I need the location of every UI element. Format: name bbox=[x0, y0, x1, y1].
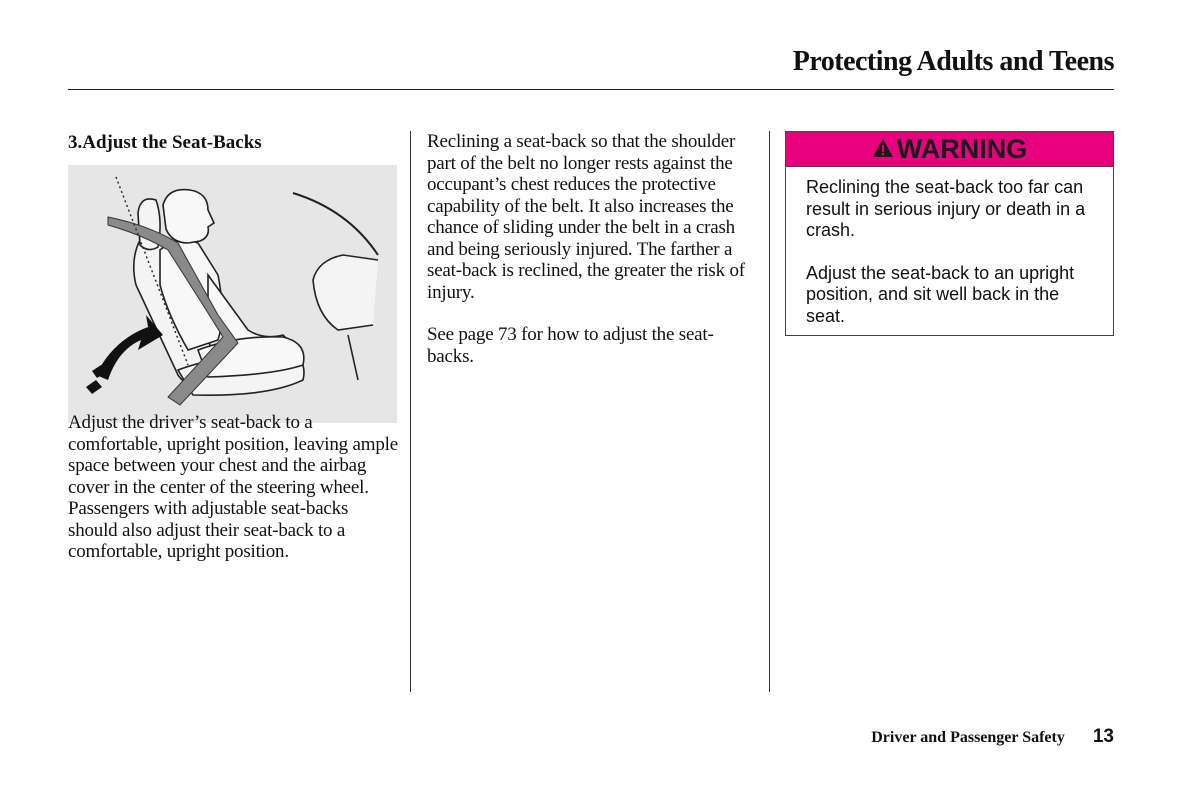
page-number: 13 bbox=[1092, 726, 1114, 747]
warning-triangle-icon bbox=[872, 134, 897, 165]
footer-section-title: Driver and Passenger Safety bbox=[871, 729, 1065, 746]
warning-paragraph: Reclining the seat-back too far can result in serious injury or death in a crash. bbox=[806, 177, 1086, 240]
header-divider bbox=[68, 89, 1114, 90]
warning-body bbox=[786, 167, 1113, 327]
column-divider-left bbox=[410, 131, 411, 692]
column-divider-right bbox=[769, 131, 770, 692]
middle-column bbox=[427, 131, 757, 367]
warning-header bbox=[786, 132, 1113, 167]
paragraph: See page 73 for how to adjust the seat-backs. bbox=[427, 324, 714, 367]
left-column bbox=[68, 131, 398, 154]
section-heading: 3.Adjust the Seat-Backs bbox=[68, 132, 262, 153]
left-column-body bbox=[68, 412, 398, 563]
warning-label: WARNING bbox=[896, 133, 1028, 164]
seat-adjustment-illustration bbox=[68, 165, 397, 423]
warning-paragraph: Adjust the seat-back to an upright position, and sit well back in the seat. bbox=[806, 262, 1075, 326]
paragraph: Reclining a seat-back so that the shoulder part of the belt no longer rests against the occupant’s chest reduces the protective capability of the belt. It also increases the chance of sliding under the belt in a crash and being seriously injured. The farther a seat-back is reclined, the greater the risk of injury. bbox=[427, 131, 745, 303]
warning-box bbox=[785, 131, 1114, 336]
page-footer bbox=[871, 726, 1114, 748]
page-title: Protecting Adults and Teens bbox=[792, 46, 1114, 77]
paragraph: Passengers with adjustable seat-backs should also adjust their seat-back to a comfortable, upright position. bbox=[68, 498, 349, 562]
paragraph: Adjust the driver’s seat-back to a comfortable, upright position, leaving ample space between your chest and the airbag cover in the center of the steering wheel. bbox=[68, 412, 398, 498]
